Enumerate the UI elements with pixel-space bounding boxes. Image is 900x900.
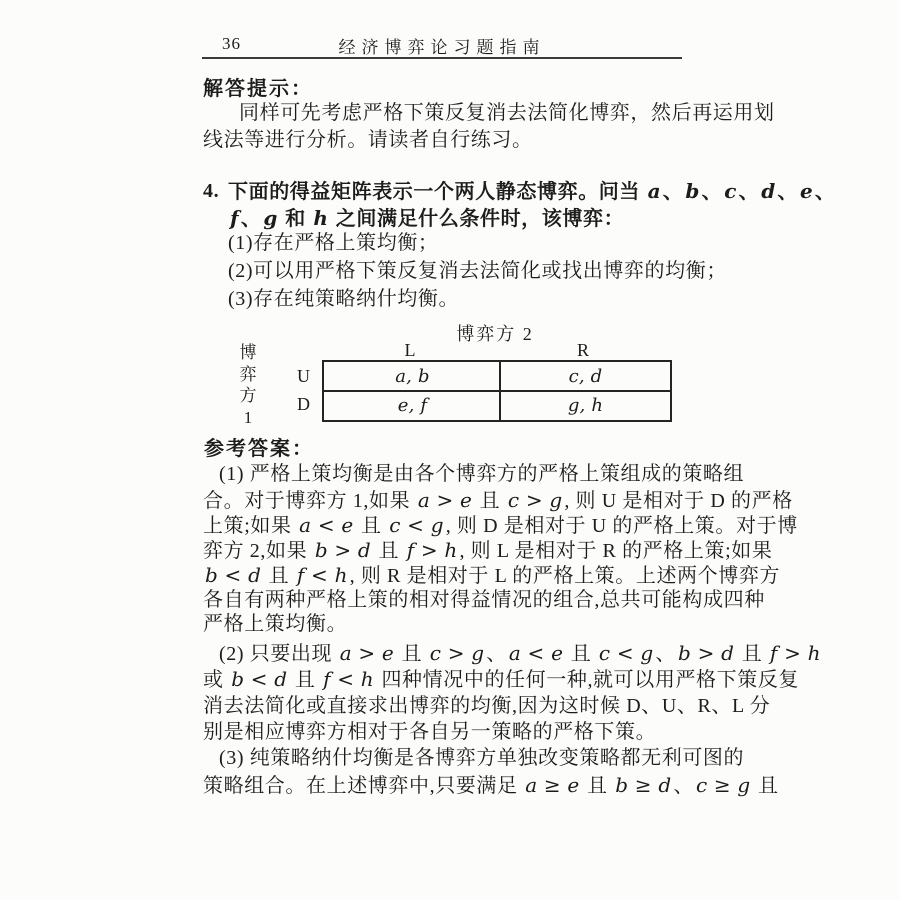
math-expression: c > g (429, 641, 485, 665)
answer-p2-line: 别是相应博弈方相对于各自另一策略的严格下策。 (203, 721, 657, 743)
player1-char: 1 (243, 407, 253, 427)
answer-p1-line: b < d 且 f < h , 则 R 是相对于 L 的严格上策。上述两个博弈方 (205, 563, 781, 587)
payoff-matrix (322, 360, 672, 422)
math-expression: a < e (299, 513, 354, 537)
math-expression: a ≥ e (525, 773, 580, 797)
row-header-U: U (297, 366, 310, 386)
answer-p2-line: (2) 只要出现 a > e 且 c > g 、 a < e 且 c < g 、 b > d 且 f > h (219, 641, 821, 665)
answer-p2-line: 或 b < d 且 f < h 四种情况中的任何一种,就可以用严格下策反复 (203, 667, 800, 691)
header-rule (202, 57, 682, 59)
answer-p3-line: 策略组合。在上述博弈中,只要满足 a ≥ e 且 b ≥ d 、 c ≥ g 且 (203, 773, 779, 797)
hint-line: 线法等进行分析。请读者自行练习。 (203, 129, 533, 151)
cell-U-R: c, d (568, 366, 603, 387)
math-expression: b (685, 179, 700, 203)
math-expression: a < e (508, 641, 564, 665)
math-expression: h (313, 206, 329, 230)
row-header-D: D (297, 394, 310, 414)
player2-label: 博弈方 2 (456, 324, 534, 344)
answer-p1-line: 合。对于博弈方 1,如果 a > e 且 c > g , 则 U 是相对于 D 的严格 (203, 488, 793, 512)
player1-label (238, 342, 258, 428)
player1-char: 博 (239, 343, 257, 362)
player1-char: 弈 (239, 364, 257, 384)
answer-p1-line: 上策;如果 a < e 且 c < g , 则 D 是相对于 U 的严格上策。对于博 (203, 513, 798, 537)
running-head-title: 经济博弈论习题指南 (338, 38, 546, 57)
math-expression: a > e (417, 488, 473, 512)
answer-p2-line: 消去法简化或直接求出博弈的均衡,因为这时候 D、U、R、L 分 (203, 695, 771, 717)
cell-D-L: e, f (397, 395, 428, 416)
question-line: 下面的得益矩阵表示一个两人静态博弈。问当 a 、 b 、 c 、 d 、 e 、 (228, 179, 836, 203)
question-item-2: (2)可以用严格下策反复消去法简化或找出博弈的均衡； (228, 260, 727, 282)
hint-line: 同样可先考虑严格下策反复消去法简化博弈，然后再运用划 (239, 102, 775, 124)
math-expression: b < d (205, 563, 262, 587)
math-expression: f < h (296, 563, 348, 587)
math-expression: e (799, 179, 813, 203)
math-expression: f > h (406, 538, 458, 562)
math-expression: b > d (314, 538, 371, 562)
math-expression: c (724, 179, 737, 203)
question-item-3: (3)存在纯策略纳什均衡。 (228, 288, 460, 310)
math-expression: f > h (769, 641, 821, 665)
math-expression: c < g (389, 513, 444, 537)
question-item-1: (1)存在严格上策均衡； (228, 232, 439, 254)
math-expression: a (647, 179, 661, 203)
math-expression: g (263, 206, 278, 230)
answer-heading: 参考答案： (204, 438, 314, 460)
math-expression: f (230, 206, 239, 230)
math-expression: b < d (231, 667, 288, 691)
answer-p1-line: 弈方 2,如果 b > d 且 f > h , 则 L 是相对于 R 的严格上策;如果 (203, 538, 773, 562)
math-expression: a > e (339, 641, 394, 665)
math-expression: b ≥ d (615, 773, 672, 797)
math-expression: c < g (598, 641, 654, 665)
math-expression: f < h (323, 667, 374, 691)
hint-heading: 解答提示： (203, 78, 313, 100)
page-number: 36 (222, 34, 241, 53)
cell-U-L: a, b (395, 366, 430, 387)
cell-D-R: g, h (567, 395, 604, 416)
answer-p1-line: 严格上策均衡。 (203, 613, 348, 635)
question-line: f 、 g 和 h 之间满足什么条件时，该博弈： (230, 206, 625, 230)
answer-p3-line: (3) 纯策略纳什均衡是各博弈方单独改变策略都无利可图的 (219, 747, 745, 769)
math-expression: c > g (507, 488, 563, 512)
question-number: 4. (203, 180, 220, 202)
math-expression: b > d (678, 641, 735, 665)
column-header-L: L (404, 340, 416, 360)
answer-p1-line: (1) 严格上策均衡是由各个博弈方的严格上策组成的策略组 (219, 463, 745, 485)
column-header-R: R (576, 340, 589, 360)
player1-char: 方 (239, 386, 257, 405)
math-expression: c ≥ g (695, 773, 751, 797)
math-expression: d (761, 179, 776, 203)
answer-p1-line: 各自有两种严格上策的相对得益情况的组合,总共可能构成四种 (203, 589, 765, 611)
